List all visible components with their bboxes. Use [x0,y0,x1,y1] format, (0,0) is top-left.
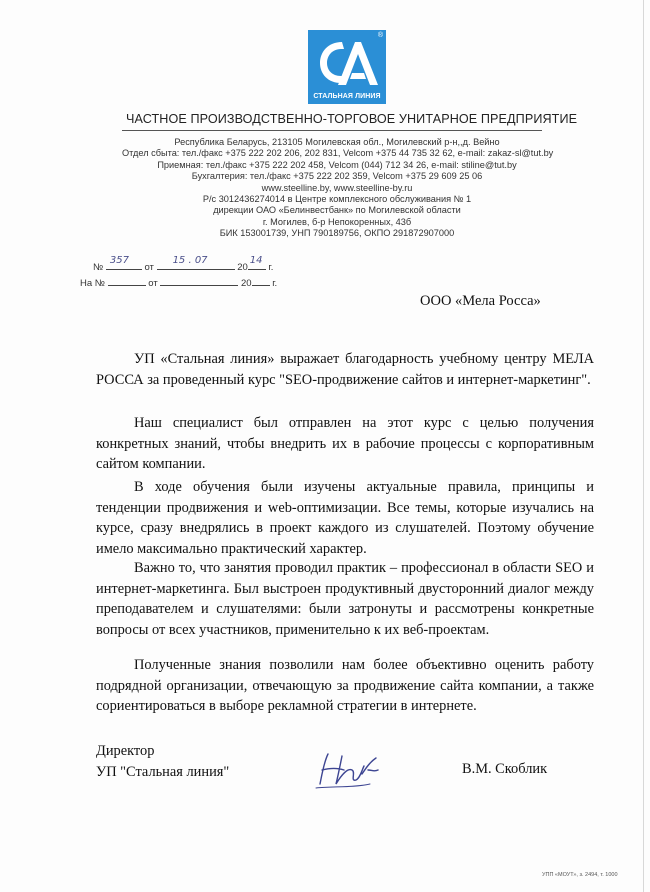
signatory-block [96,741,229,782]
signatory-name: В.М. Скоблик [462,761,548,777]
contact-line: БИК 153001739, УНП 790189756, ОКПО 291872907000 [219,228,455,239]
letter-paragraph: Важно то, что занятия проводил практик – профессионал в области SEO и интернет-маркетинга. Был выстроен продуктивный двусторонний диалог между преподавателем и слушателями: были затронуты и рассмотрены конкретные вопросы от всех участников, применительно к их веб-проектам. [96,560,594,638]
letter-paragraph: Наш специалист был отправлен на этот курс с целью получения конкретных знаний, чтобы внедрить их в рабочие процессы с корпоративным сайтом компании. [96,415,594,472]
addressee: ООО «Мела Росса» [420,293,541,309]
contact-line: www.steelline.by, www.steelline-by.ru [261,182,413,193]
contact-line: Республика Беларусь, 213105 Могилевская обл., Могилевский р-н,,д. Вейно [174,137,500,147]
page-edge [643,0,644,892]
print-mark: УПП «МОУТ», з. 2494, т. 1000 [542,872,618,878]
company-title: ЧАСТНОЕ ПРОИЗВОДСТВЕННО-ТОРГОВОЕ УНИТАРНОЕ ПРЕДПРИЯТИЕ [126,112,578,126]
header-divider [122,130,542,131]
contact-line: Р/с 3012436274014 в Центре комплексного обслуживания № 1 [202,194,472,205]
handwritten-number: 357 [109,255,129,266]
contact-line: Приемная: тел./факс +375 222 202 458, Velcom (044) 712 34 26, e-mail: stiline@tut.by [157,159,517,170]
registered-mark: ® [377,32,383,39]
contact-line: Бухгалтерия: тел./факс +375 222 202 359, Velcom +375 29 609 25 06 [191,171,483,182]
outgoing-number-row: № 357 от 15 . 07 20 14 г. [93,255,274,273]
letter-paragraph: В ходе обучения были изучены актуальные правила, принципы и тенденции продвижения и web-оптимизации. Все темы, которые изучались на курсе, сразу внедрялись в проект каждого из слушателей. Поэтому обучение имело максимально практический характер. [96,479,594,557]
company-contacts [122,137,552,240]
reply-number-row: На № от 20 г. [80,274,277,289]
letter-paragraph: Полученные знания позволили нам более объективно оценить работу подрядной организации, отвечающую за продвижение сайта компании, а также сориентироваться в выборе рекламной стратегии в интернете. [96,657,594,714]
letter-paragraph: УП «Стальная линия» выражает благодарность учебному центру МЕЛА РОССА за проведенный курс "SEO-продвижение сайтов и интернет-маркетинг". [96,351,594,388]
signatory-organization: УП "Стальная линия" [96,763,230,780]
contact-line: г. Могилев, б-р Непокоренных, 43б [262,216,412,227]
contact-line: Отдел сбыта: тел./факс +375 222 202 206, 202 831, Velcom +375 44 735 32 62, e-mail: zakaz-sl@tut.by [122,148,554,159]
signatory-position: Директор [96,743,155,759]
contact-line: дирекции ОАО «Белинвестбанк» по Могилевской области [213,205,461,216]
company-logo [308,30,386,104]
handwritten-date: 15 . 07 [172,255,208,266]
handwritten-signature-icon [312,748,384,794]
handwritten-year: 14 [249,255,263,266]
logo-caption: СТАЛЬНАЯ ЛИНИЯ [313,93,381,100]
